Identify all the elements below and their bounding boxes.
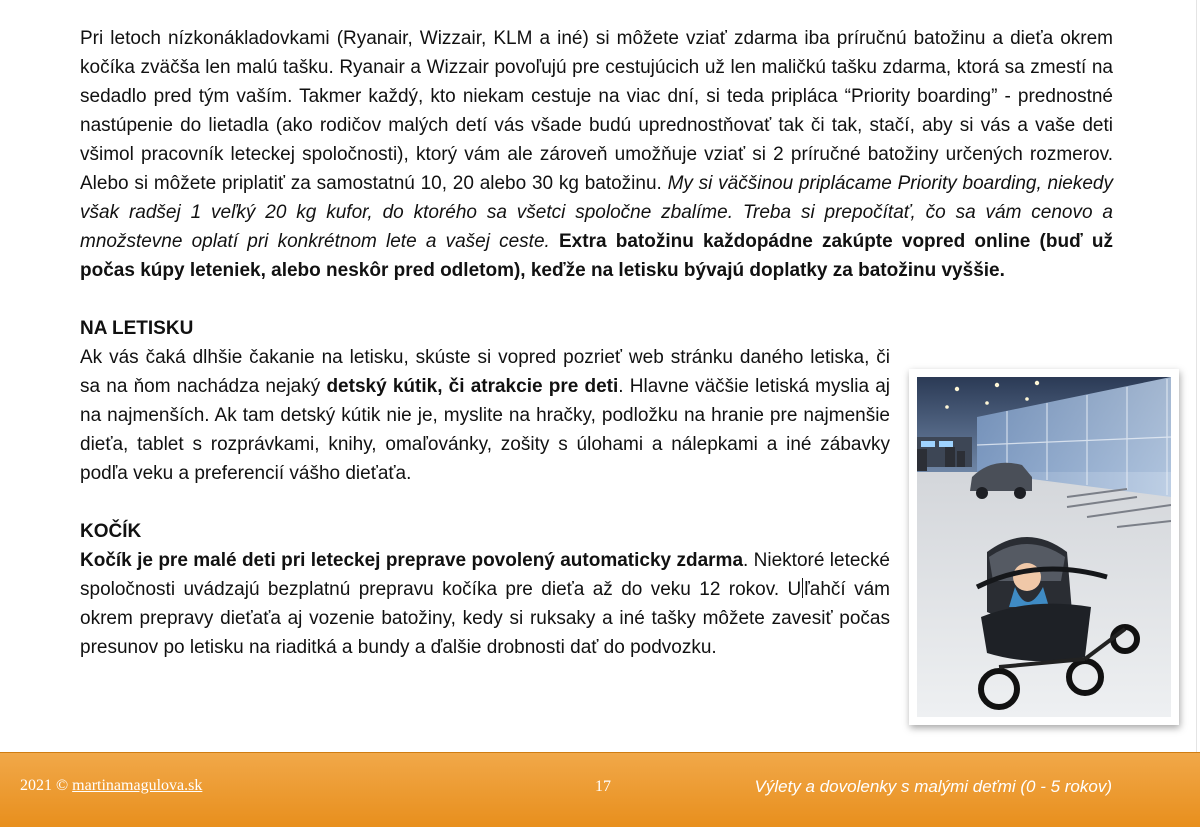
- airport-bold-text: detský kútik, či atrakcie pre deti: [326, 376, 619, 397]
- footer-site-link[interactable]: martinamagulova.sk: [72, 777, 203, 794]
- footer-year: 2021 ©: [20, 777, 73, 794]
- airport-text-2: . Hlavne väčšie letiská myslia aj na najmenších. Ak tam detský kútik nie je, myslite na hračky, podložku na hranie pre najmenšie dieťa, tablet s rozprávkami, knihy, omaľovánky, zošity s úlohami a nálepkami a iné zábavky podľa veku a preferencií vášho dieťaťa.: [80, 376, 890, 484]
- intro-text: Pri letoch nízkonákladovkami (Ryanair, Wizzair, KLM a iné) si môžete vziať zdarma iba príručnú batožinu a dieťa okrem kočíka zväčša len malú tašku. Ryanair a Wizzair povoľujú pre cestujúcich už len maličkú tašku zdarma, ktorá sa zmestí na sedadlo pred tým vaším. Takmer každý, kto niekam cestuje na viac dní, si teda pripláca “Priority boarding” - prednostné nastúpenie do lietadla (ako rodičov malých detí vás všade budú uprednostňovať tak či tak, stačí, aby si vás a vaše deti všimol pracovník leteckej spoločnosti), ktorý vám ale zároveň umožňuje vziať si 2 príručné batožiny určených rozmerov. Alebo si môžete priplatiť za samostatnú 10, 20 alebo 30 kg batožinu.: [80, 28, 1113, 194]
- airport-text-1: Ak vás čaká dlhšie čakanie na letisku, skúste si vopred pozrieť web stránku daného letiska, či sa na ňom nachádza nejaký: [80, 347, 890, 397]
- intro-paragraph: [80, 24, 1113, 285]
- photo-illustration: [917, 377, 1171, 717]
- page-footer: [0, 752, 1200, 827]
- stroller-heading: KOČÍK: [80, 521, 142, 542]
- stroller-text-1: . Niektoré letecké spoločnosti uvádzajú bezplatnú prepravu kočíka pre dieťa až do veku 12 rokov. U: [80, 550, 890, 600]
- stroller-text-2: ľahčí vám okrem prepravy dieťaťa aj vozenie batožiny, kedy si ruksaky a iné tašky môžete zavesiť počas presunov po letisku na riaditká a bundy a ďalšie drobnosti dať do podvozku.: [80, 579, 890, 658]
- footer-copyright: [20, 777, 202, 795]
- stroller-paragraph: [80, 546, 890, 662]
- stroller-bold-text: Kočík je pre malé deti pri leteckej preprave povolený automaticky zdarma: [80, 550, 744, 571]
- intro-italic-text: My si väčšinou priplácame Priority boarding, niekedy však radšej 1 veľký 20 kg kufor, do ktorého sa všetci spoločne zbalíme. Treba si prepočítať, čo sa vám cenovo a množstevne oplatí pri konkrétnom lete a vašej ceste.: [80, 173, 1113, 252]
- airport-heading: NA LETISKU: [80, 318, 194, 339]
- airport-stroller-photo: [909, 369, 1179, 725]
- page-number: 17: [595, 778, 611, 795]
- intro-bold-text: Extra batožinu každopádne zakúpte vopred online (buď už počas kúpy leteniek, alebo neskôr pred odletom), keďže na letisku bývajú doplatky za batožinu vyššie.: [80, 231, 1114, 281]
- airport-paragraph: [80, 343, 890, 488]
- footer-book-title: Výlety a dovolenky s malými deťmi (0 - 5 rokov): [754, 777, 1112, 796]
